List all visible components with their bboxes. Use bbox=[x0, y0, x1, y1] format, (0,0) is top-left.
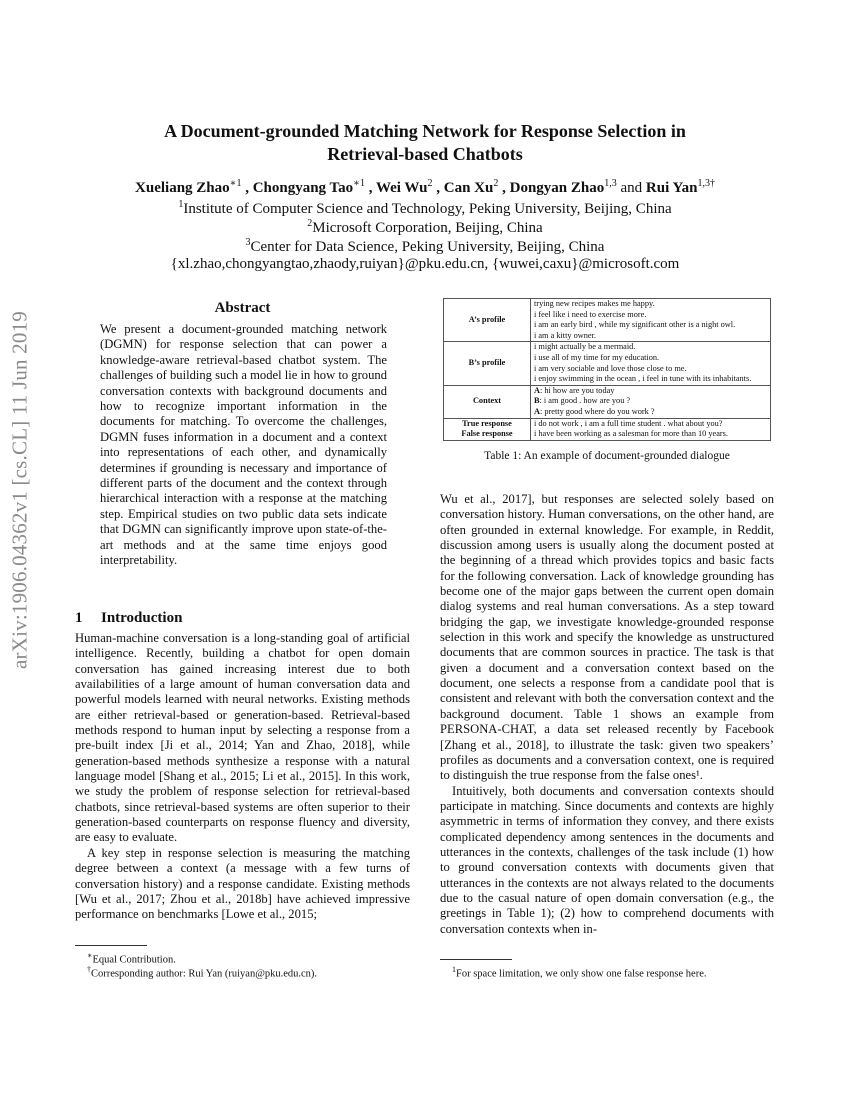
table-row-a-profile bbox=[444, 299, 771, 342]
response-labels: True response False response bbox=[444, 418, 531, 440]
footnote-rule-right bbox=[440, 959, 512, 960]
a-profile-label: A’s profile bbox=[444, 299, 531, 342]
author-separator: , bbox=[364, 180, 376, 196]
affiliation-1: $^1$Institute of Computer Science and Technology, Peking University, Beijing, China bbox=[178, 199, 672, 217]
author-and: and bbox=[620, 180, 643, 196]
author-name: Dongyan Zhao bbox=[509, 180, 605, 196]
footnote-corresponding-author: †Corresponding author: Rui Yan (ruiyan@pku.edu.cn). bbox=[87, 965, 318, 980]
section-heading-introduction: 1 Introduction bbox=[75, 610, 183, 626]
author-affiliation-mark: 2 bbox=[493, 178, 499, 189]
a-profile-cell: trying new recipes makes me happy. i feel like i need to exercise more. i am an early bird , while my significant other is a night owl. i am a kitty owner. bbox=[531, 299, 771, 342]
context-label: Context bbox=[444, 385, 531, 418]
right-paragraph-2: Intuitively, both documents and conversation contexts should participate in matching. Since documents and contexts are highly asymmetric in terms of information they convey, and there exists complicated dependency among sentences in the documents and utterances in the contexts, challenges of the task include (1) how to ground conversation contexts with documents given that utterances in the contexts are not always related to the documents due to the casual nature of open domain conversation (e.g., the greetings in Table 1); (2) how to comprehend documents with conversation contexts when in- bbox=[440, 783, 774, 936]
author-name: Wei Wu bbox=[375, 180, 428, 196]
table-row-b-profile bbox=[444, 342, 771, 385]
author-emails: {xl.zhao,chongyangtao,zhaody,ruiyan}@pku.edu.cn, {wuwei,caxu}@microsoft.com bbox=[170, 256, 680, 272]
example-dialogue-table bbox=[443, 298, 771, 441]
author-name: Chongyang Tao bbox=[252, 180, 354, 196]
footnote-rule-left bbox=[75, 945, 147, 946]
arxiv-stamp: arXiv:1906.04362v1 [cs.CL] 11 Jun 2019 bbox=[7, 311, 32, 669]
footnote-equal-contribution: ∗Equal Contribution. bbox=[87, 951, 176, 966]
right-column-body bbox=[440, 492, 774, 937]
table-caption: Table 1: An example of document-grounded dialogue bbox=[484, 450, 730, 462]
context-cell: A: hi how are you today B: i am good . how are you ? A: pretty good where do you work ? bbox=[531, 385, 771, 418]
author-affiliation-mark: 2 bbox=[427, 178, 433, 189]
author-separator: , bbox=[241, 180, 253, 196]
author-affiliation-mark: ∗1 bbox=[229, 178, 242, 189]
abstract-heading: Abstract bbox=[214, 300, 271, 316]
table-row-responses bbox=[444, 418, 771, 440]
affiliation-3: $^3$Center for Data Science, Peking University, Beijing, China bbox=[245, 237, 605, 255]
intro-paragraph-2: A key step in response selection is measuring the matching degree between a context (a message with a few turns of conversation history) and a response candidate. Existing methods [Wu et al., 2017; Zhou et al., 2018b] have achieved impressive performance on benchmarks [Lowe et al., 2015; bbox=[75, 845, 410, 922]
author-list bbox=[60, 178, 790, 197]
author-affiliation-mark: 1,3 bbox=[604, 178, 617, 189]
author-separator: , bbox=[432, 180, 444, 196]
response-cell: i do not work , i am a full time student . what about you? i have been working as a salesman for more than 10 years. bbox=[531, 418, 771, 440]
author-name: Rui Yan bbox=[645, 180, 698, 196]
author-name: Xueliang Zhao bbox=[135, 180, 230, 196]
paper-title: A Document-grounded Matching Network for Response Selection in Retrieval-based Chatbots bbox=[164, 121, 686, 164]
right-paragraph-1: Wu et al., 2017], but responses are selected solely based on conversation history. Human conversations, on the other hand, are often grounded in external knowledge. For example, in Reddit, discussion among users is usually along the document posted at the beginning of a thread which provides topics and basic facts for the following conversation. Lack of knowledge grounding has become one of the major gaps between the current open domain dialog systems and real human conversations. As a step toward bridging the gap, we investigate knowledge-grounded response selection in this work and specify the knowledge as unstructured documents that are common sources in practice. The task is that given a document and a conversation context based on the document, one selects a response from a candidate pool that is consistent and relevant with both the conversation context and the background document. Table 1 shows an example from PERSONA-CHAT, a data set released recently by Facebook [Zhang et al., 2018], to illustrate the task: given two speakers’ profiles as documents and a conversation context, one is required to distinguish the true response from the false ones¹. bbox=[440, 492, 774, 783]
abstract-text: We present a document-grounded matching network (DGMN) for response selection that can power a knowledge-aware retrieval-based chatbot system. The challenges of building such a model lie in how to ground conversation contexts with background documents and how to recognize important information in the documents for matching. To overcome the challenges, DGMN fuses information in a document and a context into representations of each other, and dynamically determines if grounding is necessary and importance of different parts of the document and the context through hierarchical interaction with a response at the matching step. Empirical studies on two public data sets indicate that DGMN can significantly improve upon state-of-the-art methods and at the same time enjoys good interpretability. bbox=[100, 322, 387, 568]
left-column-body bbox=[75, 631, 410, 923]
affiliation-2: $^2$Microsoft Corporation, Beijing, China bbox=[307, 218, 543, 236]
table-row-context bbox=[444, 385, 771, 418]
author-affiliation-mark: ∗1 bbox=[353, 178, 365, 189]
author-separator: , bbox=[498, 180, 510, 196]
author-name: Can Xu bbox=[443, 180, 494, 196]
intro-paragraph-1: Human-machine conversation is a long-standing goal of artificial intelligence. Recently, building a chatbot for open domain conversation has gained increasing interest due to both availabilities of a large amount of human conversation data and powerful models learned with neural networks. Existing methods are either retrieval-based or generation-based. Retrieval-based methods respond to human input by selecting a response from a pre-built index [Ji et al., 2014; Yan and Zhao, 2018], while generation-based methods synthesize a response with a natural language model [Shang et al., 2015; Li et al., 2015]. In this work, we study the problem of response selection for retrieval-based chatbots, since retrieval-based systems are often superior to their generation-based counterparts on response fluency and diversity, are easy to evaluate. bbox=[75, 631, 410, 845]
b-profile-cell: i might actually be a mermaid. i use all of my time for my education. i am very sociable and love those close to me. i enjoy swimming in the ocean , i feel in tune with its inhabitants. bbox=[531, 342, 771, 385]
author-affiliation-mark: 1,3† bbox=[697, 178, 715, 189]
b-profile-label: B’s profile bbox=[444, 342, 531, 385]
footnote-space-limitation: $^1$For space limitation, we only show one false response here. bbox=[452, 965, 707, 980]
